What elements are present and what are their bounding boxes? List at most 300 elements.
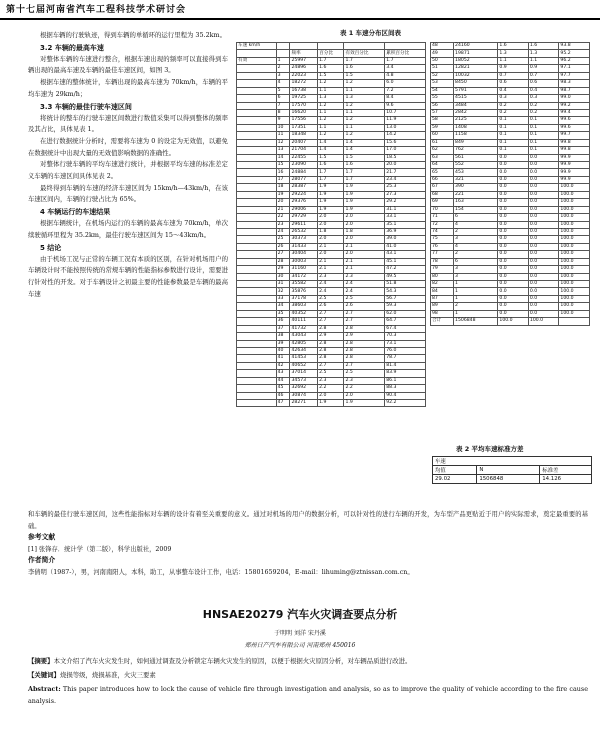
table-cell: 65: [431, 169, 454, 176]
table-cell: 0.0: [528, 251, 559, 258]
table-cell: 26532: [290, 228, 318, 235]
table-cell: 81.4: [385, 362, 426, 369]
row-label-cell: [237, 355, 277, 362]
article-affiliation: 郑州日产汽车有限公司 河南郑州 450016: [244, 642, 356, 649]
table-row: [431, 206, 590, 213]
table-cell: 2.0: [318, 214, 344, 221]
table-cell: 28077: [290, 176, 318, 183]
table-cell: 62.0: [385, 310, 426, 317]
table-cell: 93.8: [559, 43, 590, 50]
table-cell: 38603: [290, 303, 318, 310]
table-cell: 37014: [290, 370, 318, 377]
table-cell: 36.9: [385, 228, 426, 235]
table-cell: 25: [276, 236, 290, 243]
table-header-cell: [276, 43, 290, 50]
table-cell: 33.1: [385, 214, 426, 221]
table-cell: 0.0: [498, 288, 529, 295]
table-cell: 2125: [454, 117, 498, 124]
table-cell: 30373: [290, 236, 318, 243]
table-cell: 42634: [290, 347, 318, 354]
table-cell: 0.0: [498, 206, 529, 213]
table-row: [237, 303, 426, 310]
table-row: [237, 310, 426, 317]
table-cell: 0.2: [498, 109, 529, 116]
table-cell: 0.0: [528, 162, 559, 169]
table-cell: 0.0: [528, 258, 559, 265]
table-cell: 1.7: [344, 169, 385, 176]
table-cell: 0.1: [498, 132, 529, 139]
table-cell: 86.1: [385, 377, 426, 384]
keywords: [28, 669, 588, 681]
row-label-cell: [237, 370, 277, 377]
table-cell: 12: [276, 139, 290, 146]
table-cell: 97.1: [559, 65, 590, 72]
table-cell: 2.0: [318, 251, 344, 258]
table-row: [237, 228, 426, 235]
references-heading: 参考文献: [28, 533, 56, 541]
table-cell: 1.1: [344, 109, 385, 116]
row-label-cell: [237, 392, 277, 399]
table-cell: 4: [454, 221, 498, 228]
table-cell: 2.3: [318, 273, 344, 280]
table-row: [431, 102, 590, 109]
table-cell: 75: [431, 236, 454, 243]
table-cell: 57: [431, 109, 454, 116]
table-cell: 99.8: [559, 139, 590, 146]
row-label-cell: [237, 400, 277, 407]
table-cell: 37: [276, 325, 290, 332]
table-cell: 0.0: [498, 191, 529, 198]
table-cell: 83.9: [385, 370, 426, 377]
table-cell: 44: [276, 377, 290, 384]
table2-value-mean: 29.02: [433, 475, 477, 484]
table-row: [431, 87, 590, 94]
table-row: [237, 169, 426, 176]
table-header-cell: [344, 43, 385, 50]
table-cell: 1.2: [318, 102, 344, 109]
table-cell: 1.8: [344, 228, 385, 235]
paragraph: 对整体车辆的车速进行整合，根据车速出现的频率可以直接得到车辆出现的最高车速及车辆的最佳车速区间，如图 3。: [28, 54, 228, 75]
table-cell: 2.0: [318, 221, 344, 228]
table-cell: 40111: [290, 318, 318, 325]
table-row: [237, 377, 426, 384]
table-cell: 49.5: [385, 273, 426, 280]
row-label-cell: [237, 72, 277, 79]
table-cell: 18272: [290, 80, 318, 87]
table-cell: 6: [454, 258, 498, 265]
table-cell: 1158: [454, 132, 498, 139]
table-row: [431, 295, 590, 302]
table-header-cell: 频率: [290, 50, 318, 57]
table-cell: 99.4: [559, 109, 590, 116]
table-cell: 0.0: [498, 251, 529, 258]
author-info: 李倩明（1987-），男，河南南阳人，本科，助工，从事整车设计工作，电话：15801659204，E-mail：lihuming@ztnissan.com.cn。: [28, 568, 414, 576]
table-cell: 99.8: [559, 147, 590, 154]
table-cell: 321: [454, 176, 498, 183]
table-cell: 1.4: [344, 139, 385, 146]
table-cell: 50: [431, 57, 454, 64]
table-cell: 17570: [290, 102, 318, 109]
table-cell: 92.2: [385, 400, 426, 407]
row-label-cell: [237, 87, 277, 94]
table-cell: 1.9: [318, 400, 344, 407]
table-row: [237, 147, 426, 154]
table-cell: 66: [431, 176, 454, 183]
row-label-cell: [237, 236, 277, 243]
table-row: [237, 355, 426, 362]
table-cell: 1408: [454, 124, 498, 131]
table-cell: 67.4: [385, 325, 426, 332]
table-row: [431, 124, 590, 131]
table-cell: 2.7: [318, 310, 344, 317]
table-cell: 82: [431, 281, 454, 288]
table-cell: 100.0: [559, 258, 590, 265]
table-cell: 1.6: [528, 43, 559, 50]
table-cell: 0.1: [528, 132, 559, 139]
table-cell: 3484: [454, 102, 498, 109]
table-cell: 0.0: [498, 303, 529, 310]
abstract-en: [28, 683, 588, 707]
table-row: [237, 95, 426, 102]
row-label-cell: [237, 139, 277, 146]
table-cell: 33: [276, 295, 290, 302]
table-cell: 99.9: [559, 154, 590, 161]
table-cell: 0.0: [528, 206, 559, 213]
table-cell: 99.9: [559, 169, 590, 176]
table-cell: 0.0: [498, 184, 529, 191]
table-row: [431, 132, 590, 139]
table-cell: 2.8: [318, 347, 344, 354]
table-cell: 20407: [290, 139, 318, 146]
table-cell: 0.1: [498, 147, 529, 154]
table-cell: 0.2: [498, 102, 529, 109]
row-label-cell: [237, 295, 277, 302]
table-cell: 0.6: [498, 80, 529, 87]
table-cell: 45.1: [385, 258, 426, 265]
table-row: [237, 400, 426, 407]
table-cell: 100.0: [559, 310, 590, 317]
table-cell: 2.8: [344, 325, 385, 332]
table-cell: 88.3: [385, 385, 426, 392]
table-cell: 1.6: [344, 65, 385, 72]
table-cell: 18.5: [385, 154, 426, 161]
table-cell: 39: [276, 340, 290, 347]
table-header-row: [237, 43, 426, 50]
table-cell: 3: [454, 266, 498, 273]
table-row: [237, 266, 426, 273]
table-cell: 99.7: [559, 132, 590, 139]
keywords-label: 【关键词】: [28, 671, 60, 679]
table-cell: 0.0: [498, 154, 529, 161]
table-cell: 29611: [290, 221, 318, 228]
table-cell: 1.1: [318, 87, 344, 94]
table-cell: 41453: [290, 355, 318, 362]
table-cell: 100.0: [559, 228, 590, 235]
table-cell: 41732: [290, 325, 318, 332]
table-cell: 100.0: [559, 266, 590, 273]
table-cell: [559, 318, 590, 325]
table-cell: 17: [276, 176, 290, 183]
table-cell: 25997: [290, 57, 318, 64]
paragraph: 和车辆的最佳行驶车速区间，这些性能指标对车辆的设计有着至关重要的意义。通过对机场的用户的数据分析，可以针对性的进行车辆的开发，为车型产品更贴近于用户的实际需求，奠定最重要的基础。: [28, 511, 588, 530]
table-cell: 1.6: [318, 65, 344, 72]
table-cell: 9: [276, 117, 290, 124]
keywords-text: 烧损等级，烧损基准，火灾三要素: [59, 671, 156, 679]
table-row: [431, 243, 590, 250]
table-cell: 100.0: [559, 191, 590, 198]
table-cell: 8.4: [385, 95, 426, 102]
table-cell: 60: [431, 132, 454, 139]
table-row: [237, 57, 426, 64]
table-cell: 28387: [290, 184, 318, 191]
table-cell: 154: [454, 206, 498, 213]
table-row: [237, 191, 426, 198]
table-cell: 0.0: [528, 266, 559, 273]
table-cell: 0.7: [528, 72, 559, 79]
table-cell: 38: [276, 333, 290, 340]
speed-distribution-table-right: [430, 42, 590, 326]
table-cell: 29224: [290, 191, 318, 198]
table-cell: 8: [276, 109, 290, 116]
table-cell: 100.0: [559, 288, 590, 295]
table-cell: 100.0: [559, 281, 590, 288]
table-cell: 2.1: [344, 258, 385, 265]
reference-item: [1] 张锋存．统计学（第二版），科学出版社，2009: [28, 545, 172, 553]
section-heading: 3.3 车辆的最佳行驶车速区间: [40, 102, 132, 111]
table-cell: 45: [276, 385, 290, 392]
table-cell: 0.1: [528, 124, 559, 131]
table-cell: 27.3: [385, 191, 426, 198]
table-cell: 0.0: [498, 295, 529, 302]
table-cell: 1.6: [318, 162, 344, 169]
table-cell: 27: [276, 251, 290, 258]
table-cell: 59.3: [385, 303, 426, 310]
table-cell: 100.0: [559, 295, 590, 302]
paragraph: 根据车辆的行驶轨迹，得到车辆的单循环的运行里程为 35.2km。: [40, 31, 226, 39]
table-cell: 46: [276, 392, 290, 399]
table-cell: 25.3: [385, 184, 426, 191]
table-cell: 9.6: [385, 102, 426, 109]
row-label-cell: [237, 243, 277, 250]
table-row: [431, 169, 590, 176]
table-cell: 31433: [290, 243, 318, 250]
table-cell: 0.0: [528, 243, 559, 250]
table-cell: 56.7: [385, 295, 426, 302]
table-cell: 0.0: [498, 236, 529, 243]
table-header-cell: 百分比: [318, 50, 344, 57]
table-cell: 10: [276, 124, 290, 131]
paragraph: 根据车速的整体统计，车辆出现的最高车速为 70km/h，车辆的平均车速为 29km/h；: [28, 78, 228, 98]
table-cell: 19871: [454, 50, 498, 57]
table-cell: 0.0: [498, 228, 529, 235]
table-cell: 28: [276, 258, 290, 265]
table-row: [237, 221, 426, 228]
table-cell: 42805: [290, 340, 318, 347]
table-cell: 1.3: [498, 50, 529, 57]
table-cell: 22: [276, 214, 290, 221]
table-cell: 6: [454, 214, 498, 221]
table-cell: 59: [431, 124, 454, 131]
table-row: [237, 124, 426, 131]
table-cell: 1.1: [318, 124, 344, 131]
table-row: [237, 288, 426, 295]
row-label-cell: [237, 273, 277, 280]
table-cell: 1.7: [385, 57, 426, 64]
table-cell: 0.9: [528, 65, 559, 72]
row-label-cell: [237, 162, 277, 169]
table-cell: 30874: [290, 392, 318, 399]
row-label-cell: [237, 117, 277, 124]
table-cell: 35582: [290, 281, 318, 288]
table-column-header-row: [237, 50, 426, 57]
row-label-cell: [237, 310, 277, 317]
table-row: [237, 109, 426, 116]
table-cell: 100.0: [559, 251, 590, 258]
paragraph: 由于机场工况与正常的车辆工况有本质的区别，在针对机场用户的车辆设计时不能按照传统的常规车辆的性能指标参数进行设计，需要进行针对性的开发。对于车辆设计之初最主要的性能参数最是车辆的最高车速: [28, 254, 228, 298]
row-label-cell: [237, 288, 277, 295]
table-cell: 56: [431, 102, 454, 109]
table-row: [431, 228, 590, 235]
table-cell: 0.0: [528, 176, 559, 183]
table-row: [431, 147, 590, 154]
author-heading: 作者简介: [28, 556, 56, 564]
table-cell: 17556: [290, 117, 318, 124]
row-label-cell: 有效: [237, 57, 277, 64]
table-cell: 1.9: [344, 206, 385, 213]
table-cell: 96.2: [559, 57, 590, 64]
table-cell: 31.1: [385, 206, 426, 213]
table-cell: 29729: [290, 214, 318, 221]
table-cell: 6: [276, 95, 290, 102]
table-cell: 100.0: [559, 184, 590, 191]
table-cell: 31160: [290, 266, 318, 273]
table-cell: 34172: [290, 273, 318, 280]
table-cell: 78.7: [385, 355, 426, 362]
table-cell: 0.0: [528, 295, 559, 302]
table-cell: 2.0: [318, 236, 344, 243]
table-cell: 1.2: [318, 117, 344, 124]
table-cell: 34573: [290, 377, 318, 384]
table-cell: 1.2: [344, 117, 385, 124]
table-cell: 221: [454, 191, 498, 198]
row-label-cell: [237, 333, 277, 340]
table-row: [237, 333, 426, 340]
table-cell: 0.0: [528, 236, 559, 243]
row-label-cell: [237, 80, 277, 87]
table-row: [237, 87, 426, 94]
table-cell: 70: [431, 206, 454, 213]
table-cell: 16620: [290, 109, 318, 116]
table-cell: 2.1: [318, 258, 344, 265]
table-row: [431, 65, 590, 72]
table-cell: 0.0: [528, 288, 559, 295]
table-cell: 100.0: [498, 318, 529, 325]
table-cell: 1: [276, 57, 290, 64]
table-cell: 76.0: [385, 347, 426, 354]
row-label-cell: [237, 132, 277, 139]
table-cell: 1.4: [344, 147, 385, 154]
table-cell: 6.0: [385, 80, 426, 87]
table-cell: 1.5: [344, 72, 385, 79]
table-row: [431, 258, 590, 265]
table-cell: 55: [431, 95, 454, 102]
table-cell: 5791: [454, 87, 498, 94]
table-cell: 2.7: [344, 310, 385, 317]
table-header-cell: [237, 50, 277, 57]
table-row: [237, 65, 426, 72]
table-cell: 98.7: [559, 87, 590, 94]
table-cell: 1.1: [498, 57, 529, 64]
table-cell: 1.9: [344, 191, 385, 198]
table-row: [237, 214, 426, 221]
table-cell: 0.3: [528, 95, 559, 102]
table-header-cell: [385, 43, 426, 50]
table-cell: 0.4: [528, 87, 559, 94]
table-cell: 20.0: [385, 162, 426, 169]
table-cell: 2.2: [318, 385, 344, 392]
abstract-en-text: This paper introduces how to lock the cause of vehicle fire through investigation and analysis, so as to improve the quality of vehicle according to the fire cause analysis.: [28, 685, 588, 705]
table-cell: 4: [276, 80, 290, 87]
table-cell: 2.8: [318, 325, 344, 332]
table-cell: 2.1: [318, 243, 344, 250]
row-label-cell: [237, 95, 277, 102]
table2-caption: 表 2 平均车速标准方差: [456, 445, 524, 453]
table-row: [431, 310, 590, 317]
table-header-cell: 累积百分比: [385, 50, 426, 57]
table-cell: 4.8: [385, 72, 426, 79]
section-heading: 4 车辆运行的车速结果: [40, 208, 111, 217]
table-cell: 1.1: [344, 87, 385, 94]
row-label-cell: [237, 251, 277, 258]
table-cell: 0.0: [528, 281, 559, 288]
table-cell: 1.7: [318, 57, 344, 64]
table-cell: 0.1: [498, 117, 529, 124]
article-title: HNSAE20279 汽车火灾调查要点分析: [202, 608, 398, 621]
table-row: [237, 80, 426, 87]
table-cell: 18: [276, 184, 290, 191]
table-cell: 39.0: [385, 236, 426, 243]
row-label-cell: [237, 206, 277, 213]
row-label-cell: [237, 109, 277, 116]
table-cell: 22455: [290, 154, 318, 161]
table-row: [431, 117, 590, 124]
table-cell: 1.2: [318, 132, 344, 139]
row-label-cell: [237, 340, 277, 347]
continuation-text: [28, 509, 588, 578]
table-row: [431, 214, 590, 221]
table-row: [237, 102, 426, 109]
table-cell: 51.8: [385, 281, 426, 288]
left-column: [28, 30, 228, 300]
table-row: [237, 132, 426, 139]
table-cell: 5: [276, 87, 290, 94]
table-cell: 2.4: [318, 288, 344, 295]
table-cell: 0.1: [498, 139, 529, 146]
table-cell: 1.9: [344, 400, 385, 407]
table-cell: 22023: [290, 72, 318, 79]
table-cell: 79: [431, 266, 454, 273]
table-row: [237, 139, 426, 146]
table-cell: 0.0: [528, 214, 559, 221]
table-row: [237, 362, 426, 369]
table-cell: 1.1: [318, 109, 344, 116]
table-cell: 13.0: [385, 124, 426, 131]
table-row: [431, 236, 590, 243]
table-cell: 561: [454, 154, 498, 161]
table-cell: 63: [431, 154, 454, 161]
table-cell: 2.9: [344, 333, 385, 340]
table-cell: 2: [454, 228, 498, 235]
